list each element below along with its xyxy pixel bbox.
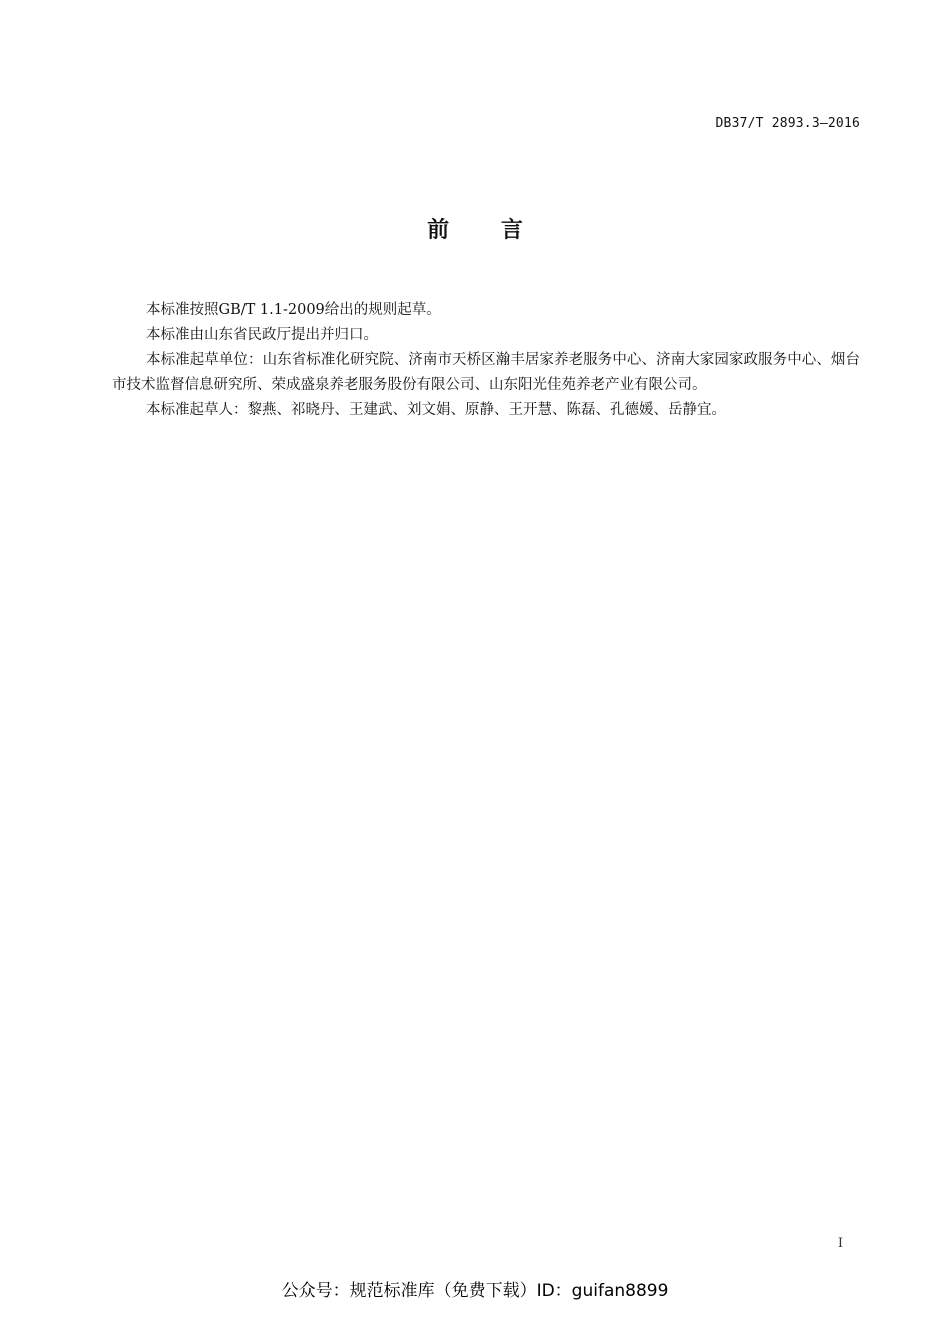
paragraph-drafting-units: 本标准起草单位：山东省标准化研究院、济南市天桥区瀚丰居家养老服务中心、济南大家园家政服务中心、烟台市技术监督信息研究所、荣成盛泉养老服务股份有限公司、山东阳光佳苑养老产业有限公司。 xyxy=(112,352,860,393)
body-text xyxy=(112,298,860,423)
standard-code: DB37/T 2893.3—2016 xyxy=(715,116,860,131)
paragraph-proposer: 本标准由山东省民政厅提出并归口。 xyxy=(146,327,378,343)
page-number: I xyxy=(837,1236,843,1251)
footer-note: 公众号：规范标准库（免费下载）ID：guifan8899 xyxy=(281,1281,669,1301)
page-title: 前 言 xyxy=(427,218,545,243)
paragraph-drafting-rules: 本标准按照GB/T 1.1-2009给出的规则起草。 xyxy=(146,302,441,318)
paragraph-drafters: 本标准起草人：黎燕、祁晓丹、王建武、刘文娟、原静、王开慧、陈磊、孔德媛、岳静宜。 xyxy=(146,402,726,418)
